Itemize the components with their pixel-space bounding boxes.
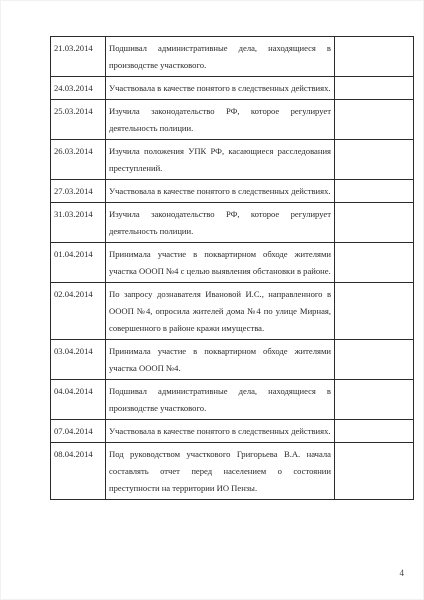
table-row [51, 283, 414, 340]
entry-description: Изучила законодательство РФ, которое регулирует деятельность полиции. [106, 100, 335, 140]
table-row [51, 443, 414, 500]
journal-body [51, 37, 414, 500]
table-row [51, 243, 414, 283]
table-row [51, 37, 414, 77]
table-row [51, 420, 414, 443]
entry-date: 24.03.2014 [51, 77, 106, 100]
table-row [51, 140, 414, 180]
entry-date: 04.04.2014 [51, 380, 106, 420]
entry-description: Участвовала в качестве понятого в следственных действиях. [106, 77, 335, 100]
entry-date: 02.04.2014 [51, 283, 106, 340]
entry-date: 31.03.2014 [51, 203, 106, 243]
entry-description: Участвовала в качестве понятого в следственных действиях. [106, 420, 335, 443]
table-row [51, 77, 414, 100]
entry-description: Принимала участие в поквартирном обходе жителями участка ОООП №4. [106, 340, 335, 380]
entry-signature-cell [335, 420, 414, 443]
entry-signature-cell [335, 243, 414, 283]
entry-signature-cell [335, 380, 414, 420]
entry-date: 03.04.2014 [51, 340, 106, 380]
entry-description: Подшивал административные дела, находящиеся в производстве участкового. [106, 380, 335, 420]
entry-description: Под руководством участкового Григорьева В.А. начала составлять отчет перед населением о состоянии преступности на территории ИО Пензы. [106, 443, 335, 500]
entry-date: 26.03.2014 [51, 140, 106, 180]
entry-signature-cell [335, 37, 414, 77]
entry-signature-cell [335, 140, 414, 180]
entry-description: Изучила законодательство РФ, которое регулирует деятельность полиции. [106, 203, 335, 243]
table-row [51, 340, 414, 380]
entry-signature-cell [335, 340, 414, 380]
entry-signature-cell [335, 283, 414, 340]
table-row [51, 180, 414, 203]
entry-description: Принимала участие в поквартирном обходе жителями участка ОООП №4 с целью выявления обстановки в районе. [106, 243, 335, 283]
entry-date: 01.04.2014 [51, 243, 106, 283]
entry-description: Изучила положения УПК РФ, касающиеся расследования преступлений. [106, 140, 335, 180]
entry-date: 27.03.2014 [51, 180, 106, 203]
entry-signature-cell [335, 100, 414, 140]
entry-signature-cell [335, 203, 414, 243]
table-row [51, 203, 414, 243]
entry-description: Участвовала в качестве понятого в следственных действиях. [106, 180, 335, 203]
page-number: 4 [399, 568, 404, 578]
entry-date: 08.04.2014 [51, 443, 106, 500]
table-row [51, 100, 414, 140]
table-row [51, 380, 414, 420]
entry-signature-cell [335, 180, 414, 203]
entry-description: Подшивал административные дела, находящиеся в производстве участкового. [106, 37, 335, 77]
entry-date: 25.03.2014 [51, 100, 106, 140]
entry-date: 07.04.2014 [51, 420, 106, 443]
entry-description: По запросу дознавателя Ивановой И.С., направленного в ОООП №4, опросила жителей дома №4 по улице Мирная, совершенного в районе кражи имущества. [106, 283, 335, 340]
practice-journal-table [50, 36, 414, 500]
entry-signature-cell [335, 77, 414, 100]
entry-date: 21.03.2014 [51, 37, 106, 77]
entry-signature-cell [335, 443, 414, 500]
